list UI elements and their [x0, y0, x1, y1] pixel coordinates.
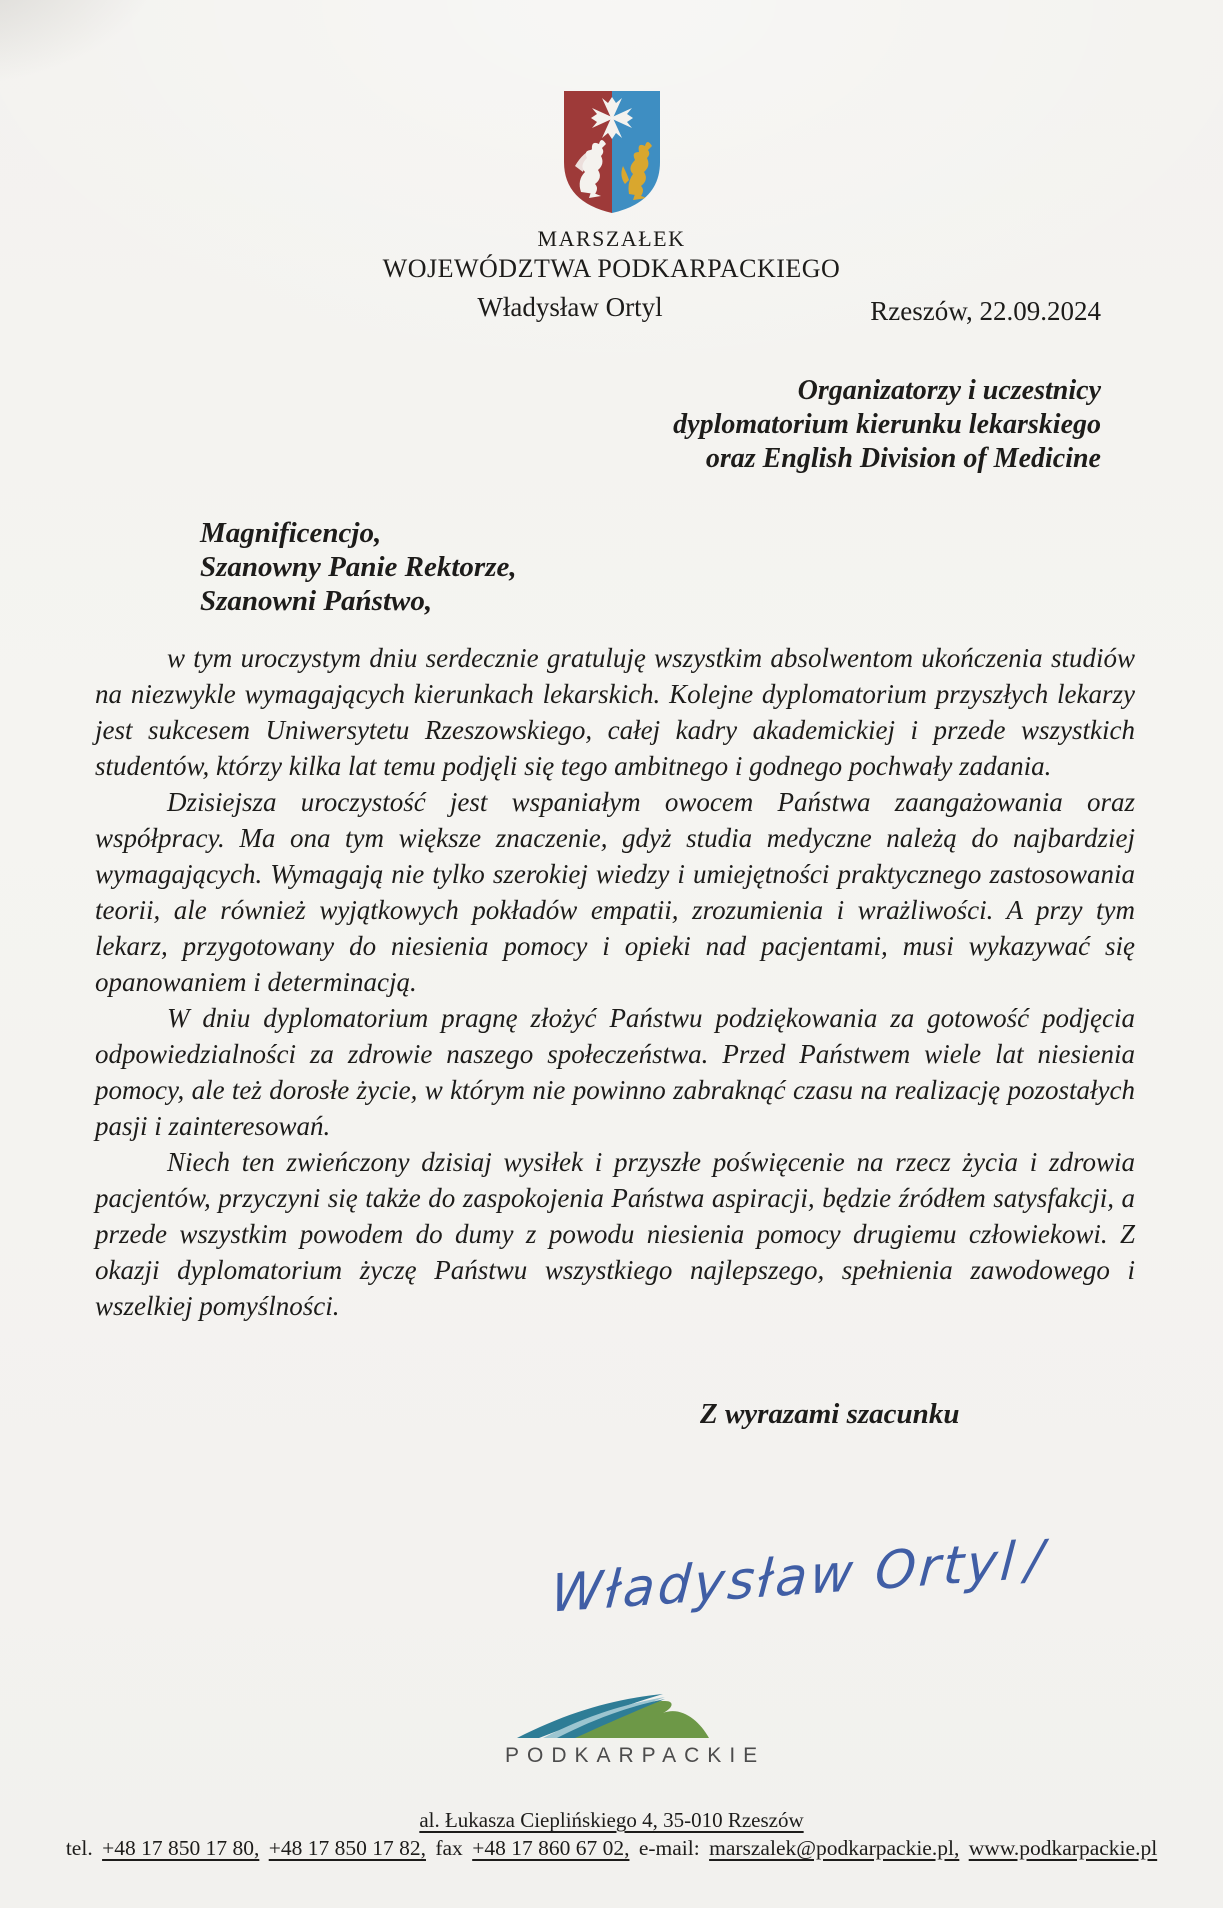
recipient-line: dyplomatorium kierunku lekarskiego: [673, 409, 1101, 440]
tel-label: tel.: [65, 1836, 93, 1860]
website-url: www.podkarpackie.pl: [968, 1836, 1158, 1860]
body-paragraph: Niech ten zwieńczony dzisiaj wysiłek i przyszłe poświęcenie na rzecz życia i zdrowia pacjentów, przyczyni się także do zaspokojenia Państwa aspiracji, będzie źródłem satysfakcji, a przede wszystkim powodem do dumy z powodu niesienia pomocy drugiemu człowiekowi. Z okazji dyplomatorium życzę Państwu wszystkiego najlepszego, spełnienia zawodowego i wszelkiej pomyślności.: [95, 1147, 1135, 1321]
footer-address-line: [0, 1808, 1223, 1833]
podkarpackie-wordmark: PODKARPACKIE: [505, 1744, 766, 1767]
podkarpackie-swoosh-icon: [513, 1692, 713, 1740]
phone-number-1: +48 17 850 17 80,: [102, 1836, 260, 1860]
place-and-date: Rzeszów, 22.09.2024: [870, 296, 1101, 326]
handwritten-signature: Władysław Ortyl /: [544, 1531, 1032, 1695]
footer-address-text: al. Łukasza Cieplińskiego 4, 35-010 Rzeszów: [419, 1808, 804, 1832]
coat-of-arms: [561, 88, 663, 216]
footer-contact-line: [0, 1836, 1223, 1861]
office-title-line1: MARSZAŁEK: [537, 226, 686, 251]
phone-number-2: +48 17 850 17 82,: [268, 1836, 426, 1860]
email-address: marszalek@podkarpackie.pl,: [709, 1836, 960, 1860]
salutation-line: Szanowny Panie Rektorze,: [200, 551, 517, 583]
marshal-name: Władysław Ortyl: [477, 292, 663, 322]
recipient-block: [673, 374, 1101, 476]
footer-logo: [505, 1692, 766, 1768]
recipient-line: oraz English Division of Medicine: [705, 443, 1101, 474]
letter-body: [95, 640, 1135, 1324]
email-label: e-mail:: [638, 1836, 700, 1860]
fax-number: +48 17 860 67 02,: [472, 1836, 630, 1860]
body-paragraph: Dzisiejsza uroczystość jest wspaniałym owocem Państwa zaangażowania oraz współpracy. Ma ona tym większe znaczenie, gdyż studia medyczne należą do najbardziej wymagających. Wymagają nie tylko szerokiej wiedzy i umiejętności praktycznego zastosowania teorii, ale również wyjątkowych pokładów empatii, zrozumienia i wrażliwości. A przy tym lekarz, przygotowany do niesienia pomocy i opieki nad pacjentami, musi wykazywać się opanowaniem i determinacją.: [95, 787, 1135, 997]
office-title: [0, 224, 1223, 284]
office-title-line2: WOJEWÓDZTWA PODKARPACKIEGO: [382, 254, 841, 283]
fax-label: fax: [435, 1836, 463, 1860]
body-paragraph: W dniu dyplomatorium pragnę złożyć Państwu podziękowania za gotowość podjęcia odpowiedzialności za zdrowie naszego społeczeństwa. Przed Państwem wiele lat niesienia pomocy, ale też dorosłe życie, w którym nie powinno zabraknąć czasu na realizację pozostałych pasji i zainteresowań.: [95, 1003, 1135, 1141]
salutation-block: [200, 516, 517, 618]
salutation-line: Szanowni Państwo,: [200, 585, 433, 617]
recipient-line: Organizatorzy i uczestnicy: [797, 375, 1101, 406]
salutation-line: Magnificencjo,: [200, 517, 382, 549]
body-paragraph: w tym uroczystym dniu serdecznie gratuluję wszystkim absolwentom ukończenia studiów na niezwykle wymagających kierunkach lekarskich. Kolejne dyplomatorium przyszłych lekarzy jest sukcesem Uniwersytetu Rzeszowskiego, całej kadry akademickiej i przede wszystkich studentów, którzy kilka lat temu podjęli się tego ambitnego i godnego pochwały zadania.: [95, 643, 1135, 781]
podkarpackie-crest-icon: [561, 88, 663, 216]
closing-phrase: Z wyrazami szacunku: [700, 1398, 960, 1430]
